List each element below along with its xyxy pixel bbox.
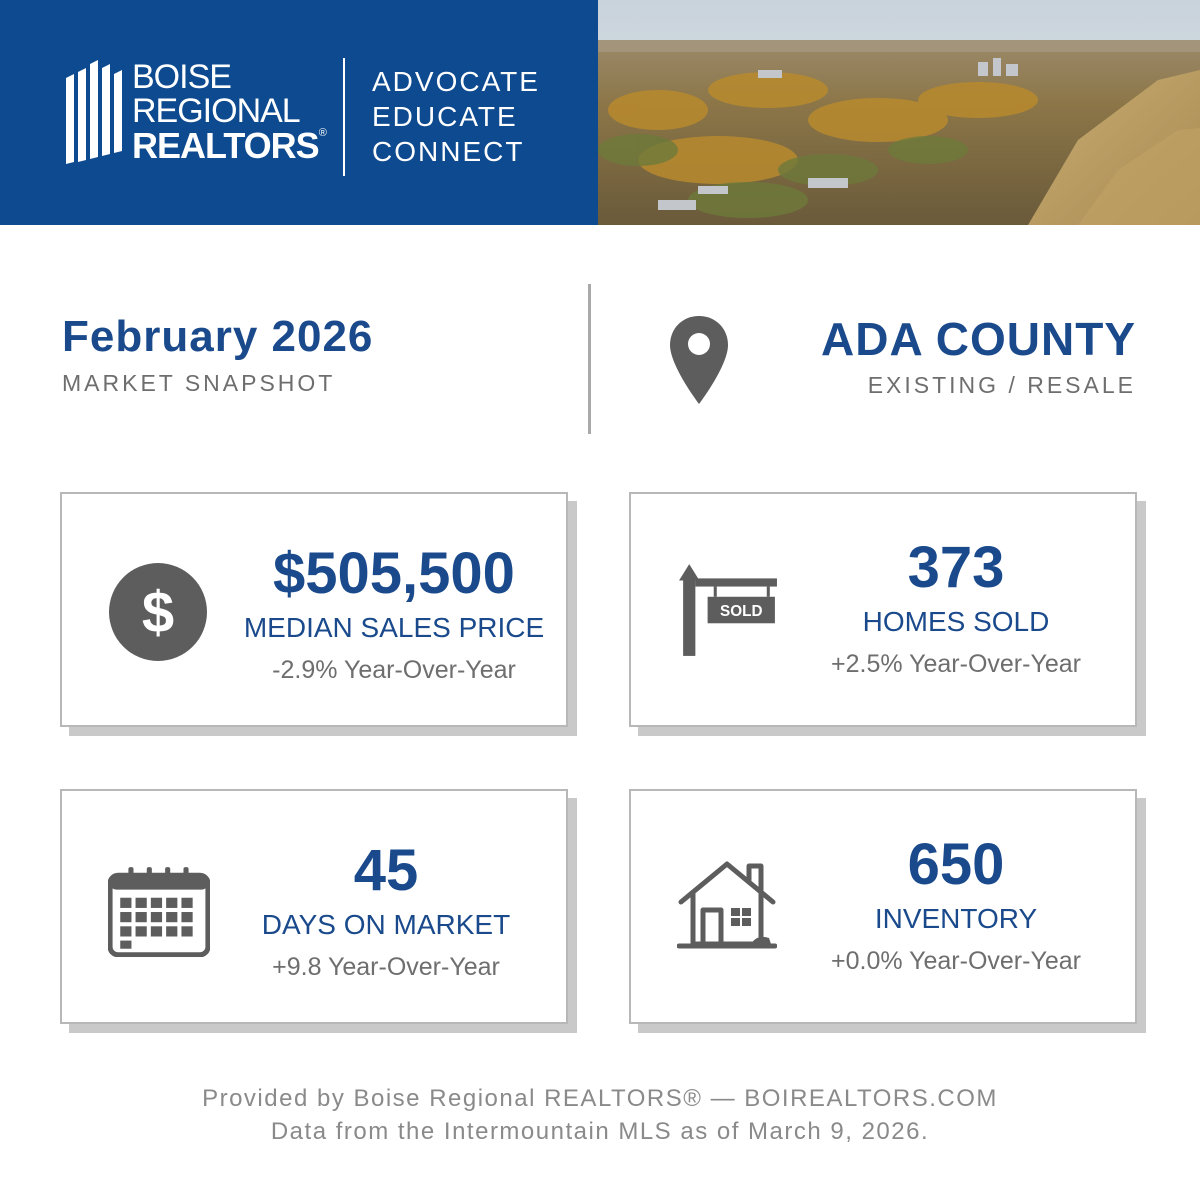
report-month: February 2026: [62, 312, 374, 361]
sold-sign-icon: [677, 560, 779, 658]
tagline-connect: CONNECT: [372, 136, 525, 167]
stat-card-homes-sold: [629, 492, 1137, 727]
median-price-text: [232, 494, 556, 725]
city-aerial-photo: [598, 0, 1200, 225]
footer-data-source: Data from the Intermountain MLS as of March 9, 2026.: [270, 1118, 930, 1145]
logo-line-regional: REGIONAL: [132, 92, 300, 130]
logo-line-boise: BOISE: [132, 58, 231, 96]
logo-mark-icon: [60, 56, 128, 168]
header-banner: [0, 0, 1200, 225]
sold-sign-text: SOLD: [720, 603, 763, 621]
house-icon: [677, 857, 777, 951]
inventory-label: INVENTORY: [874, 903, 1038, 934]
homes-sold-text: [821, 494, 1091, 725]
title-divider: [588, 284, 591, 434]
days-on-market-value: 45: [353, 838, 419, 903]
location-pin-icon: [668, 314, 730, 406]
stat-card-days-on-market: [60, 789, 568, 1024]
county-name: ADA COUNTY: [821, 313, 1136, 365]
homes-sold-label: HOMES SOLD: [862, 606, 1050, 637]
median-price-label: MEDIAN SALES PRICE: [243, 612, 545, 643]
homes-sold-yoy: +2.5% Year-Over-Year: [831, 650, 1081, 678]
county-title: [821, 312, 1136, 399]
inventory-yoy: +0.0% Year-Over-Year: [831, 947, 1081, 975]
days-on-market-yoy: +9.8 Year-Over-Year: [272, 953, 500, 981]
stat-card-inventory: [629, 789, 1137, 1024]
median-price-yoy: -2.9% Year-Over-Year: [272, 656, 516, 684]
calendar-icon: [108, 865, 210, 957]
brand-panel: [0, 0, 598, 225]
homes-sold-value: 373: [907, 535, 1005, 600]
county-subtitle: EXISTING / RESALE: [867, 372, 1136, 398]
median-price-value: $505,500: [273, 541, 515, 606]
logo-wordmark: [132, 60, 326, 168]
svg-text:$: $: [141, 580, 175, 645]
brand-divider: [343, 58, 345, 176]
dollar-icon: [108, 562, 208, 662]
report-subtitle: MARKET SNAPSHOT: [62, 370, 336, 396]
footer: [0, 1082, 1200, 1148]
inventory-text: [821, 791, 1091, 1022]
footer-provided-by: Provided by Boise Regional REALTORS® — BOIREALTORS.COM: [202, 1085, 998, 1112]
days-on-market-label: DAYS ON MARKET: [261, 909, 511, 940]
tagline-advocate: ADVOCATE: [372, 66, 540, 97]
tagline: [372, 64, 540, 169]
logo-line-realtors: REALTORS®: [132, 125, 326, 166]
inventory-value: 650: [907, 832, 1005, 897]
tagline-educate: EDUCATE: [372, 101, 518, 132]
stat-card-median-price: [60, 492, 568, 727]
days-on-market-text: [236, 791, 536, 1022]
snapshot-title: [62, 312, 373, 397]
